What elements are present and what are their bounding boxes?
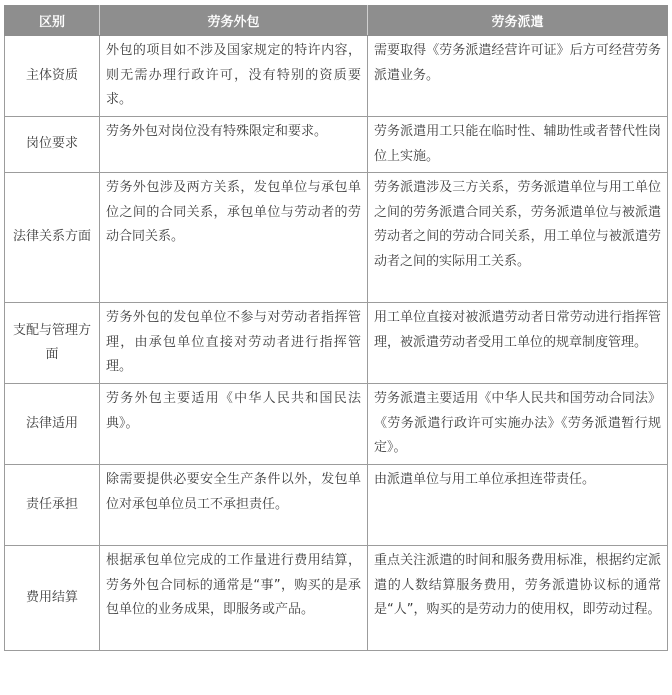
outsourcing-cell: 劳务外包主要适用《中华人民共和国民法典》。 [100, 384, 368, 465]
row-label: 费用结算 [5, 546, 100, 651]
outsourcing-cell: 劳务外包对岗位没有特殊限定和要求。 [100, 117, 368, 173]
table-row [5, 465, 668, 546]
dispatch-cell: 劳务派遣涉及三方关系，劳务派遣单位与用工单位之间的劳务派遣合同关系，劳务派遣单位与被派遣劳动者之间的劳动合同关系，用工单位与被派遣劳动者之间的实际用工关系。 [368, 173, 668, 303]
outsourcing-cell: 外包的项目如不涉及国家规定的特许内容，则无需办理行政许可，没有特别的资质要求。 [100, 36, 368, 117]
row-label: 法律适用 [5, 384, 100, 465]
dispatch-cell: 需要取得《劳务派遣经营许可证》后方可经营劳务派遣业务。 [368, 36, 668, 117]
dispatch-cell: 由派遣单位与用工单位承担连带责任。 [368, 465, 668, 546]
header-difference: 区别 [5, 6, 100, 36]
comparison-table [4, 5, 668, 651]
table-row [5, 546, 668, 651]
header-outsourcing: 劳务外包 [100, 6, 368, 36]
row-label: 岗位要求 [5, 117, 100, 173]
table-row [5, 173, 668, 303]
outsourcing-cell: 根据承包单位完成的工作量进行费用结算，劳务外包合同标的通常是“事”，购买的是承包单位的业务成果，即服务或产品。 [100, 546, 368, 651]
row-label: 主体资质 [5, 36, 100, 117]
dispatch-cell: 重点关注派遣的时间和服务费用标准，根据约定派遣的人数结算服务费用，劳务派遣协议标的通常是“人”，购买的是劳动力的使用权，即劳动过程。 [368, 546, 668, 651]
outsourcing-cell: 除需要提供必要安全生产条件以外，发包单位对承包单位员工不承担责任。 [100, 465, 368, 546]
row-label: 法律关系方面 [5, 173, 100, 303]
row-label: 支配与管理方面 [5, 303, 100, 384]
table-row [5, 117, 668, 173]
outsourcing-cell: 劳务外包涉及两方关系，发包单位与承包单位之间的合同关系，承包单位与劳动者的劳动合同关系。 [100, 173, 368, 303]
row-label: 责任承担 [5, 465, 100, 546]
table-row [5, 36, 668, 117]
header-dispatch: 劳务派遣 [368, 6, 668, 36]
table-header-row [5, 6, 668, 36]
outsourcing-cell: 劳务外包的发包单位不参与对劳动者指挥管理，由承包单位直接对劳动者进行指挥管理。 [100, 303, 368, 384]
table-row [5, 384, 668, 465]
dispatch-cell: 用工单位直接对被派遣劳动者日常劳动进行指挥管理，被派遣劳动者受用工单位的规章制度管理。 [368, 303, 668, 384]
table-row [5, 303, 668, 384]
dispatch-cell: 劳务派遣主要适用《中华人民共和国劳动合同法》《劳务派遣行政许可实施办法》《劳务派遣暂行规定》。 [368, 384, 668, 465]
dispatch-cell: 劳务派遣用工只能在临时性、辅助性或者替代性岗位上实施。 [368, 117, 668, 173]
